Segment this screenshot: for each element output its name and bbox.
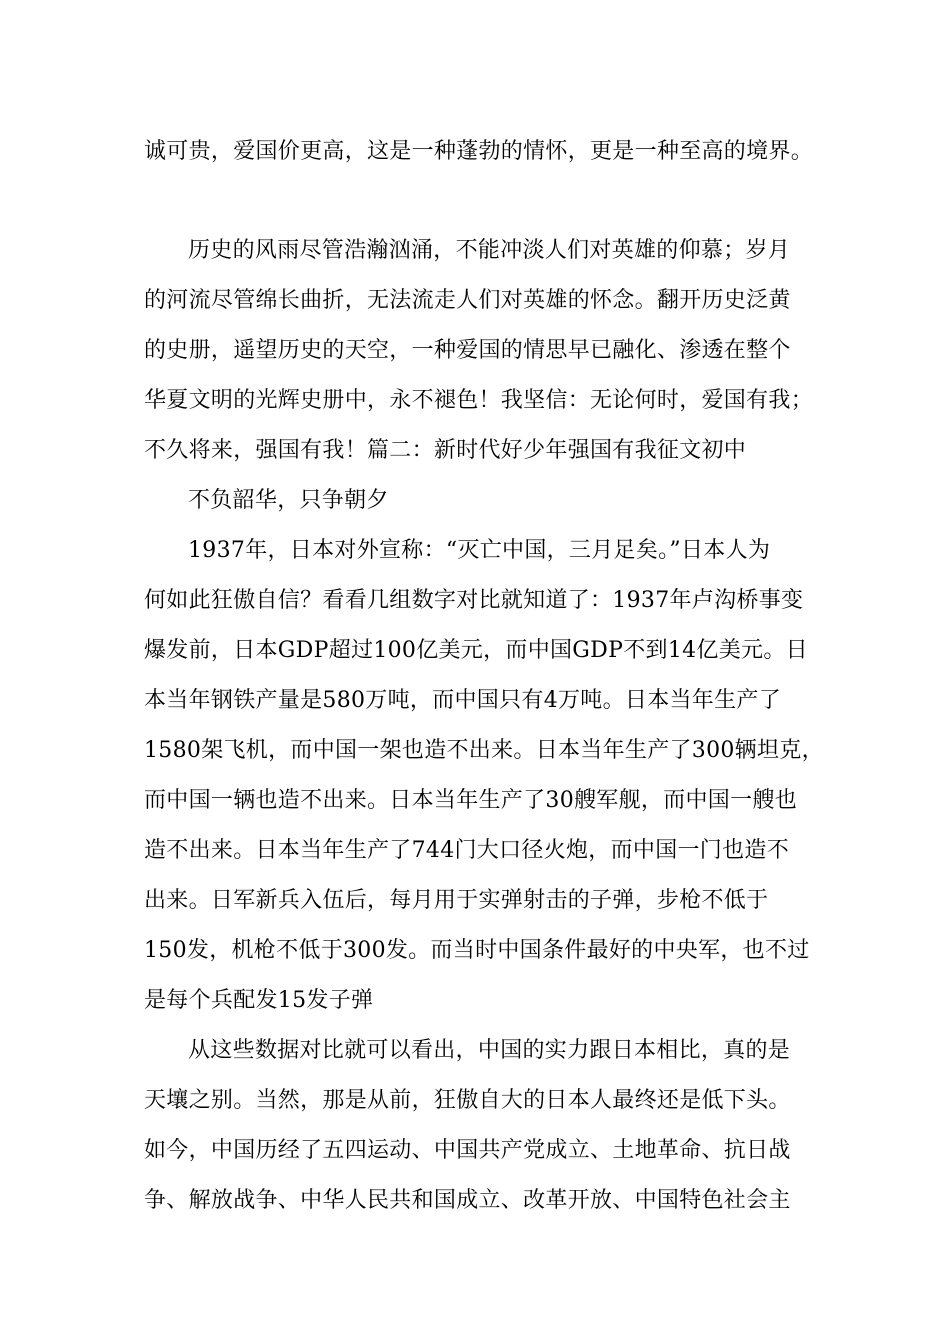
text-line: 如今，中国历经了五四运动、中国共产党成立、土地革命、抗日战 xyxy=(144,1138,791,1163)
section-title: 不负韶华，只争朝夕 xyxy=(188,488,389,513)
text-line: 天壤之别。当然，那是从前，狂傲自大的日本人最终还是低下头。 xyxy=(144,1088,791,1113)
text-line: 诚可贵，爱国价更高，这是一种蓬勃的情怀，更是一种至高的境界。 xyxy=(144,139,814,164)
text-line: 本当年钢铁产量是580万吨，而中国只有4万吨。日本当年生产了 xyxy=(144,688,781,713)
text-line: 是每个兵配发15发子弹 xyxy=(144,988,374,1013)
text-line: 爆发前，日本GDP超过100亿美元，而中国GDP不到14亿美元。日 xyxy=(144,638,808,663)
text-line: 150发，机枪不低于300发。而当时中国条件最好的中央军，也不过 xyxy=(144,938,810,963)
paragraph-first-line: 1937年，日本对外宣称：“灭亡中国，三月足矣。”日本人为 xyxy=(188,538,771,563)
text-line: 出来。日军新兵入伍后，每月用于实弹射击的子弹，步枪不低于 xyxy=(144,888,769,913)
paragraph-first-line: 历史的风雨尽管浩瀚汹涌，不能冲淡人们对英雄的仰慕；岁月 xyxy=(188,238,791,263)
text-line: 何如此狂傲自信？看看几组数字对比就知道了：1937年卢沟桥事变 xyxy=(144,588,804,613)
text-line: 造不出来。日本当年生产了744门大口径火炮，而中国一门也造不 xyxy=(144,838,789,863)
text-line: 的史册，遥望历史的天空，一种爱国的情思早已融化、渗透在整个 xyxy=(144,338,791,363)
text-line: 1580架飞机，而中国一架也造不出来。日本当年生产了300辆坦克， xyxy=(144,738,824,763)
paragraph-first-line: 从这些数据对比就可以看出，中国的实力跟日本相比，真的是 xyxy=(188,1038,791,1063)
text-line: 华夏文明的光辉史册中，永不褪色！我坚信：无论何时，爱国有我； xyxy=(144,388,814,413)
text-line: 而中国一辆也造不出来。日本当年生产了30艘军舰，而中国一艘也 xyxy=(144,788,797,813)
text-line: 的河流尽管绵长曲折，无法流走人们对英雄的怀念。翻开历史泛黄 xyxy=(144,288,791,313)
text-line: 不久将来，强国有我！篇二：新时代好少年强国有我征文初中 xyxy=(144,438,747,463)
text-line: 争、解放战争、中华人民共和国成立、改革开放、中国特色社会主 xyxy=(144,1188,791,1213)
